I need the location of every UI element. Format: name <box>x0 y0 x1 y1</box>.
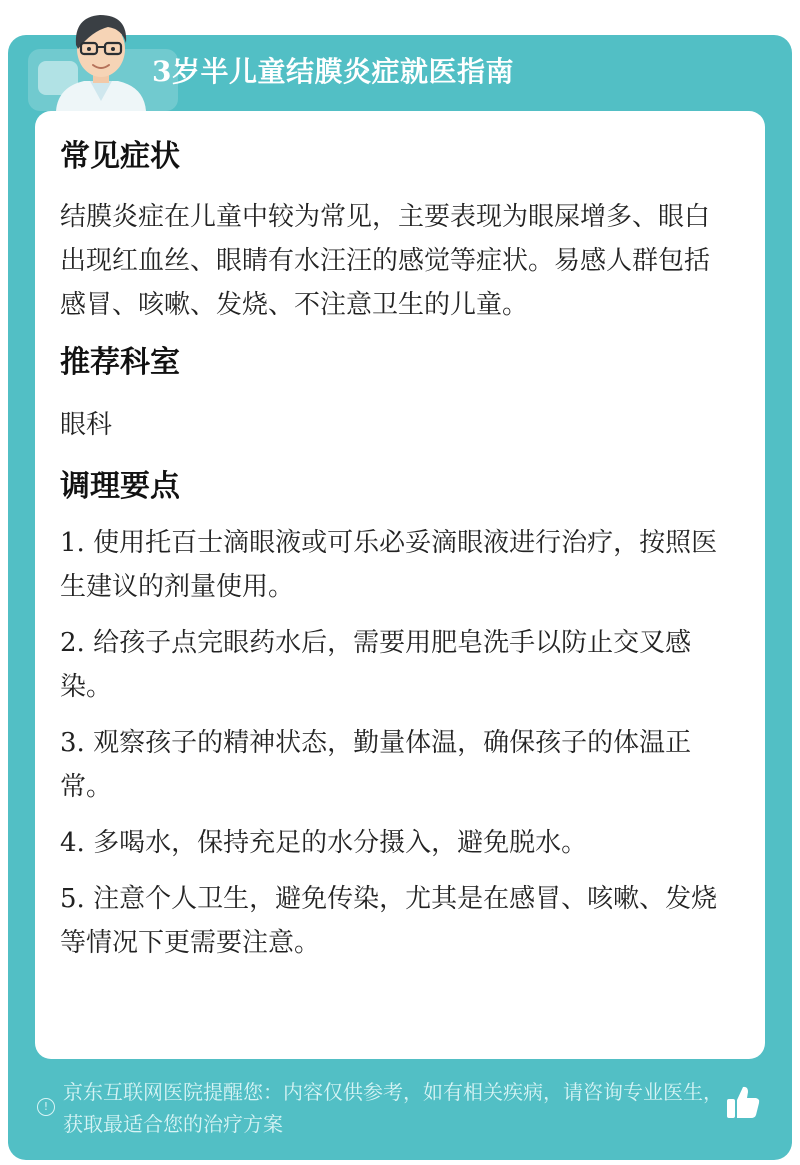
care-item-number: 2. <box>60 628 85 658</box>
department-heading: 推荐科室 <box>60 345 180 380</box>
care-item <box>60 721 732 809</box>
doctor-avatar-icon <box>48 5 154 111</box>
care-item-text: 给孩子点完眼药水后，需要用肥皂洗手以防止交叉感染。 <box>60 628 692 702</box>
care-item <box>60 821 732 865</box>
care-item-text: 多喝水，保持充足的水分摄入，避免脱水。 <box>93 828 588 858</box>
care-item <box>60 521 732 609</box>
care-item <box>60 621 732 709</box>
care-item-text: 观察孩子的精神状态，勤量体温，确保孩子的体温正常。 <box>60 728 692 802</box>
care-item-number: 4. <box>60 828 85 858</box>
content-card <box>35 111 765 1059</box>
department-text: 眼科 <box>60 410 113 440</box>
care-item <box>60 877 732 965</box>
care-heading: 调理要点 <box>60 469 180 504</box>
care-item-number: 5. <box>60 884 85 914</box>
page-title: 3岁半儿童结膜炎症就医指南 <box>152 55 514 88</box>
care-item-text: 使用托百士滴眼液或可乐必妥滴眼液进行治疗，按照医生建议的剂量使用。 <box>60 528 718 602</box>
care-item-number: 3. <box>60 728 85 758</box>
symptoms-text: 结膜炎症在儿童中较为常见，主要表现为眼屎增多、眼白出现红血丝、眼睛有水汪汪的感觉等症状。易感人群包括感冒、咳嗽、发烧、不注意卫生的儿童。 <box>60 202 711 320</box>
care-item-number: 1. <box>60 528 85 558</box>
disclaimer-text: 京东互联网医院提醒您：内容仅供参考，如有相关疾病，请咨询专业医生，获取最适合您的治疗方案 <box>63 1080 723 1136</box>
symptoms-heading: 常见症状 <box>60 139 180 174</box>
care-item-text: 注意个人卫生，避免传染，尤其是在感冒、咳嗽、发烧等情况下更需要注意。 <box>60 884 718 958</box>
info-icon: ! <box>37 1098 55 1116</box>
care-list <box>60 521 732 965</box>
thumbs-up-icon[interactable] <box>726 1084 760 1120</box>
